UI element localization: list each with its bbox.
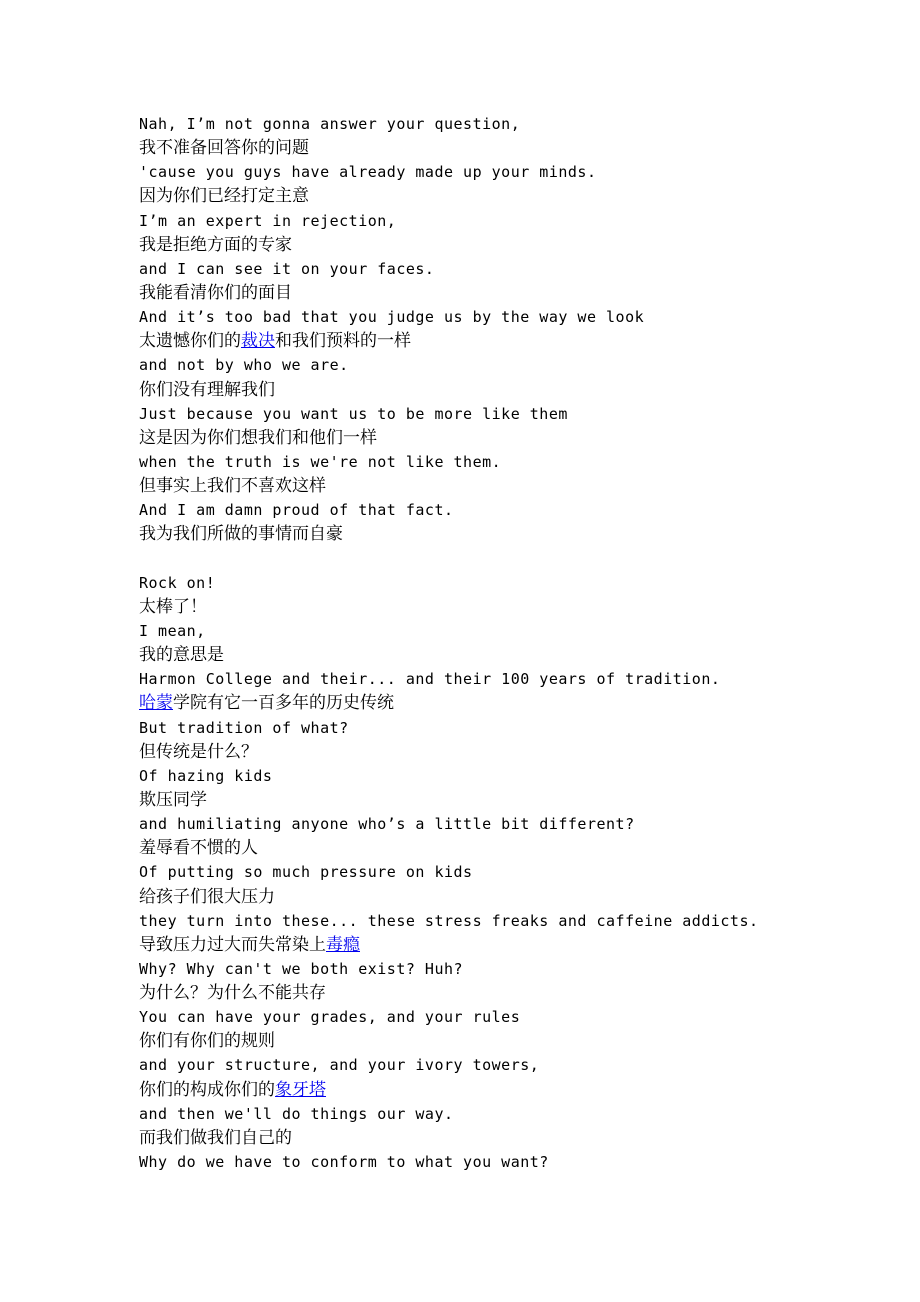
english-line: and I can see it on your faces. xyxy=(139,259,435,278)
chinese-line: 我为我们所做的事情而自豪 xyxy=(139,524,343,545)
english-line: You can have your grades, and your rules xyxy=(139,1008,521,1027)
line-text-before: 太遗憾你们的 xyxy=(139,331,241,352)
english-line: when the truth is we're not like them. xyxy=(139,452,502,471)
blank-line xyxy=(139,547,899,571)
line-text-after: 和我们预料的一样 xyxy=(275,331,411,352)
english-line: they turn into these... these stress freaks and caffeine addicts. xyxy=(139,911,759,930)
term-link[interactable]: 毒瘾 xyxy=(326,934,360,955)
chinese-line: 太棒了！ xyxy=(139,596,207,617)
line-text-before: 导致压力过大而失常染上 xyxy=(139,934,326,955)
english-line: Of hazing kids xyxy=(139,766,273,785)
chinese-line: 羞辱看不惯的人 xyxy=(139,838,258,859)
english-line: And I am damn proud of that fact. xyxy=(139,501,454,520)
line-text-before: 你们的构成你们的 xyxy=(139,1079,275,1100)
chinese-line: 欺压同学 xyxy=(139,789,207,810)
english-line: Just because you want us to be more like them xyxy=(139,404,568,423)
english-line: Of putting so much pressure on kids xyxy=(139,863,473,882)
english-line: and then we'll do things our way. xyxy=(139,1104,454,1123)
english-line: 'cause you guys have already made up your minds. xyxy=(139,163,597,182)
chinese-line: 为什么？为什么不能共存 xyxy=(139,983,326,1004)
english-line: and humiliating anyone who’s a little bit different? xyxy=(139,815,635,834)
term-link[interactable]: 哈蒙 xyxy=(139,693,173,714)
english-line: Why? Why can't we both exist? Huh? xyxy=(139,959,464,978)
chinese-line: 我的意思是 xyxy=(139,645,224,666)
chinese-line: 我是拒绝方面的专家 xyxy=(139,234,292,255)
english-line: and not by who we are. xyxy=(139,356,349,375)
english-line: Why do we have to conform to what you want? xyxy=(139,1153,549,1172)
term-link[interactable]: 象牙塔 xyxy=(275,1079,326,1100)
chinese-line: 我能看清你们的面目 xyxy=(139,282,292,303)
chinese-line: 但事实上我们不喜欢这样 xyxy=(139,476,326,497)
document-body xyxy=(139,112,899,1174)
chinese-line xyxy=(139,1078,899,1102)
chinese-line: 但传统是什么？ xyxy=(139,741,258,762)
term-link[interactable]: 裁决 xyxy=(241,331,275,352)
chinese-line: 你们有你们的规则 xyxy=(139,1031,275,1052)
line-text-after: 学院有它一百多年的历史传统 xyxy=(173,693,394,714)
english-line: And it’s too bad that you judge us by the way we look xyxy=(139,308,645,327)
english-line: Harmon College and their... and their 100 years of tradition. xyxy=(139,670,721,689)
chinese-line: 而我们做我们自己的 xyxy=(139,1127,292,1148)
chinese-line: 你们没有理解我们 xyxy=(139,379,275,400)
english-line: I mean, xyxy=(139,621,206,640)
chinese-line: 我不准备回答你的问题 xyxy=(139,138,309,159)
chinese-line xyxy=(139,329,899,353)
english-line: and your structure, and your ivory towers, xyxy=(139,1056,540,1075)
chinese-line: 因为你们已经打定主意 xyxy=(139,186,309,207)
chinese-line xyxy=(139,933,899,957)
english-line: Nah, I’m not gonna answer your question, xyxy=(139,115,521,133)
chinese-line: 给孩子们很大压力 xyxy=(139,886,275,907)
chinese-line xyxy=(139,691,899,715)
english-line: But tradition of what? xyxy=(139,718,349,737)
chinese-line: 这是因为你们想我们和他们一样 xyxy=(139,427,377,448)
english-line: Rock on! xyxy=(139,573,216,592)
english-line: I’m an expert in rejection, xyxy=(139,211,397,230)
